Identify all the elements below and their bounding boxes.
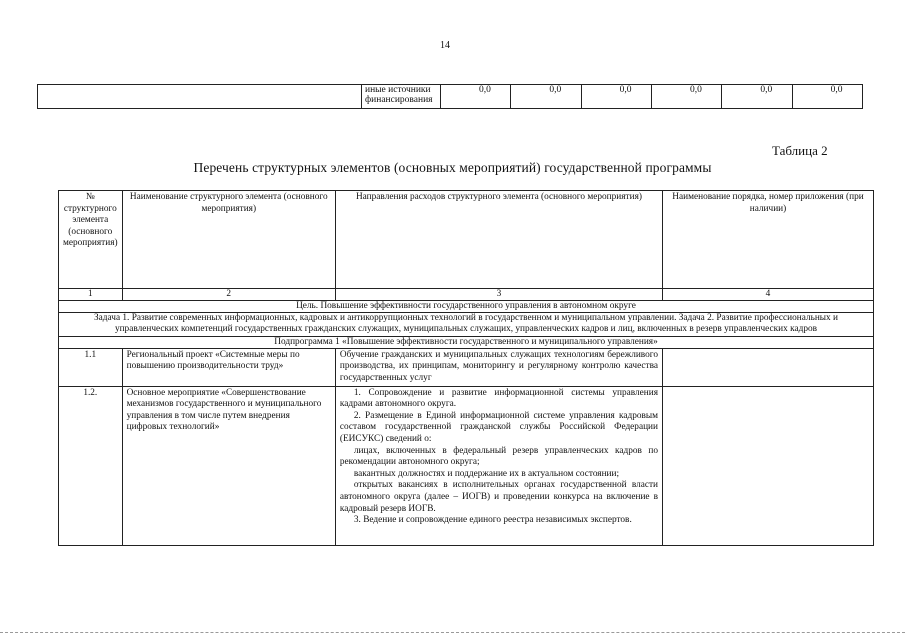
column-number: 2 [122, 289, 335, 301]
column-number: 1 [59, 289, 123, 301]
tasks-text: Задача 1. Развитие современных информационных, кадровых и антикоррупционных технологий в государственном и муниципальном управлении. Задача 2. Развитие профессиональных и управленческих компетенций государственных гражданских служащих, муниципальных служащих, управленческих кадров и лиц, включенных в резерв управленческих кадров [59, 313, 874, 336]
table-row [59, 386, 874, 545]
goal-text: Цель. Повышение эффективности государственного управления в автономном округе [59, 301, 874, 313]
direction-item: открытых вакансиях в исполнительных органах государственной власти автономного округа (далее – ИОГВ) и проведении конкурса на включение в кадровый резерв ИОГВ. [339, 480, 659, 514]
direction-item: 1. Сопровождение и развитие информационной системы управления кадрами автономного округа. [339, 387, 659, 410]
column-number: 3 [335, 289, 662, 301]
expense-directions [335, 348, 662, 386]
empty-cell [38, 85, 362, 109]
goal-row [59, 301, 874, 313]
header-row [59, 191, 874, 289]
page-bottom-edge [0, 632, 905, 633]
column-header: № структурного элемента (основного мероприятия) [59, 191, 123, 289]
direction-item: вакантных должностях и поддержание их в актуальном состоянии; [353, 468, 620, 479]
tasks-row [59, 313, 874, 336]
row-number: 1.2. [59, 386, 123, 545]
row-number: 1.1 [59, 348, 123, 386]
table-row [38, 85, 863, 109]
order-cell [663, 386, 874, 545]
direction-item: 3. Ведение и сопровождение единого реестра независимых экспертов. [353, 515, 632, 526]
top-funding-table [37, 84, 863, 109]
expense-directions [335, 386, 662, 545]
funding-value: 0,0 [792, 85, 862, 109]
direction-item: 2. Размещение в Единой информационной системе управления кадровым составом государственной гражданской службы Российской Федерации (ЕИСУКС) сведений о: [339, 410, 659, 444]
column-header: Наименование порядка, номер приложения (при наличии) [663, 191, 874, 289]
funding-source-label: иные источники финансирования [362, 85, 441, 109]
funding-value: 0,0 [651, 85, 721, 109]
table-caption: Таблица 2 [772, 143, 828, 158]
funding-value: 0,0 [722, 85, 792, 109]
column-header: Направления расходов структурного элемента (основного мероприятия) [335, 191, 662, 289]
column-number-row [59, 289, 874, 301]
order-cell [663, 348, 874, 386]
funding-value: 0,0 [511, 85, 581, 109]
funding-value: 0,0 [581, 85, 651, 109]
direction-item: Обучение гражданских и муниципальных служащих технологиям бережливого производства, их принципам, мониторингу и регулярному контролю качества государственных услуг [339, 349, 659, 383]
subprogram-text: Подпрограмма 1 «Повышение эффективности государственного и муниципального управления» [59, 336, 874, 348]
element-name: Региональный проект «Системные меры по повышению производительности труд» [122, 348, 335, 386]
funding-value: 0,0 [441, 85, 511, 109]
document-title: Перечень структурных элементов (основных мероприятий) государственной программы [193, 160, 712, 175]
element-name: Основное мероприятие «Совершенствование механизмов государственного и муниципального управления в том числе путем внедрения цифровых технологий» [122, 386, 335, 545]
page-number: 14 [440, 40, 450, 51]
column-header: Наименование структурного элемента (основного мероприятия) [122, 191, 335, 289]
direction-item: лицах, включенных в федеральный резерв управленческих кадров по рекомендации автономного округа; [339, 445, 659, 468]
column-number: 4 [663, 289, 874, 301]
structural-elements-table [58, 190, 874, 546]
subprogram-row [59, 336, 874, 348]
table-row [59, 348, 874, 386]
